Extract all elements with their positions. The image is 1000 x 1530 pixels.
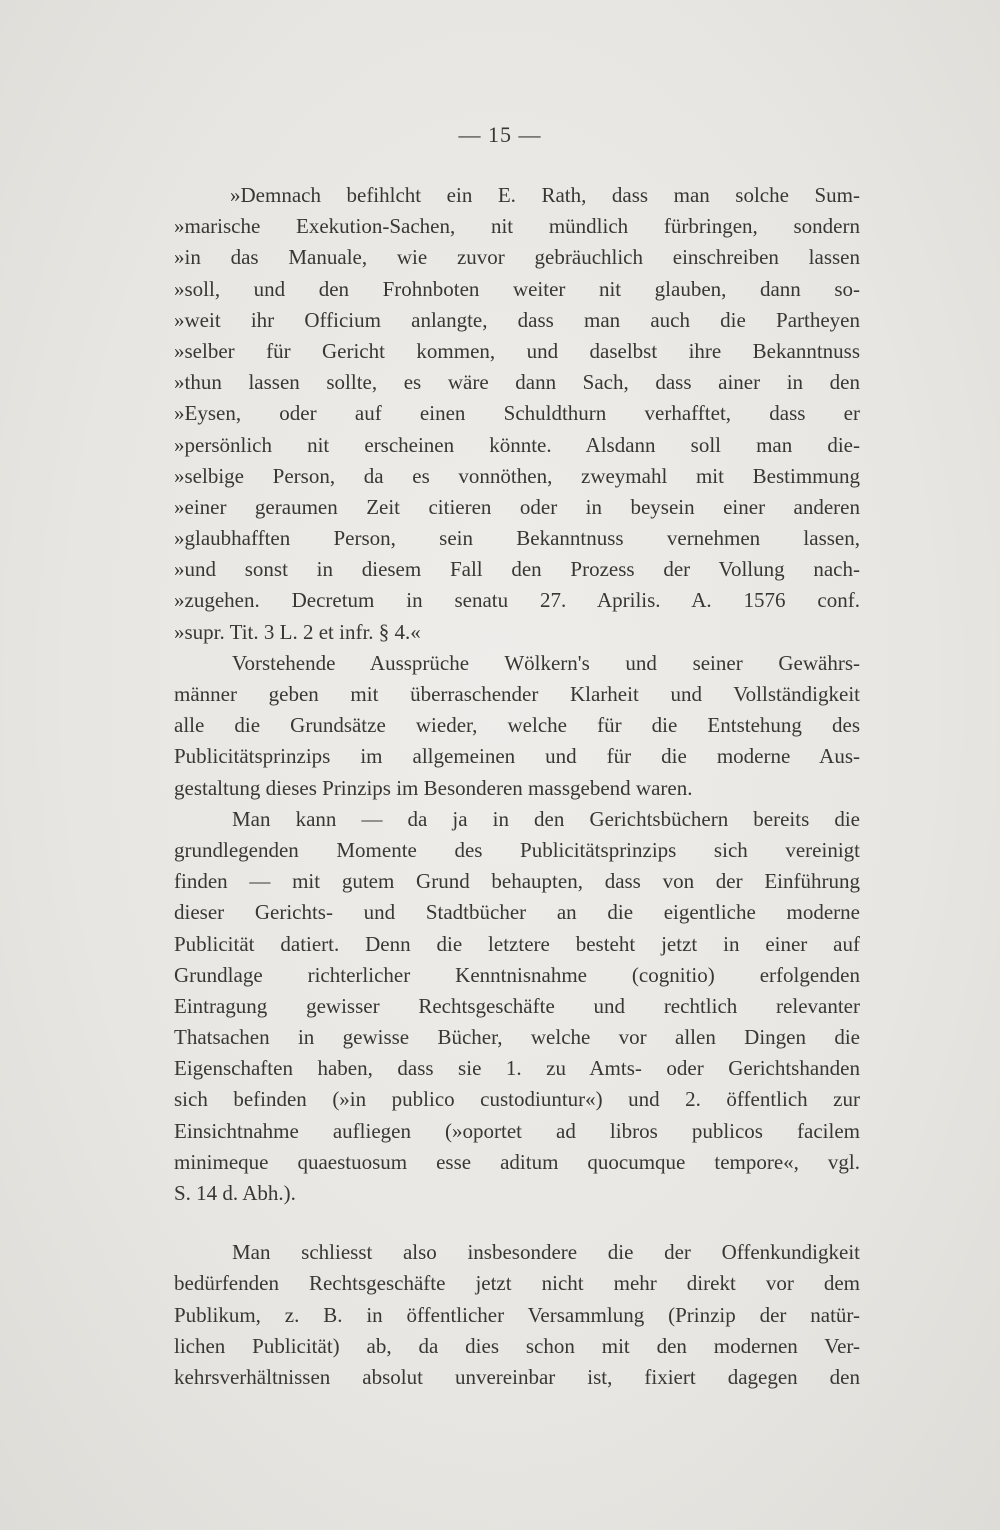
- quote-line: »persönlich nit erscheinen könnte. Alsdann soll man die-: [174, 432, 860, 457]
- quote-line: »supr. Tit. 3 L. 2 et infr. § 4.«: [174, 619, 421, 644]
- quote-line: »weit ihr Officium anlangte, dass man auch die Partheyen: [174, 307, 860, 332]
- paragraph-line: gestaltung dieses Prinzips im Besonderen massgebend waren.: [174, 775, 693, 800]
- quote-line: »thun lassen sollte, es wäre dann Sach, dass ainer in den: [174, 370, 860, 395]
- quote-line: »Demnach befihlcht ein E. Rath, dass man solche Sum-: [230, 183, 860, 207]
- quote-line: »einer geraumen Zeit citieren oder in beysein einer anderen: [174, 494, 860, 519]
- paragraph-line: Thatsachen in gewisse Bücher, welche vor allen Dingen die: [174, 1025, 860, 1050]
- paragraph-line: lichen Publicität) ab, da dies schon mit den modernen Ver-: [174, 1333, 860, 1358]
- paragraph-line: kehrsverhältnissen absolut unvereinbar ist, fixiert dagegen den: [174, 1364, 860, 1389]
- paragraph-line: Eintragung gewisser Rechtsgeschäfte und rechtlich relevanter: [174, 993, 860, 1018]
- quote-line: »selbige Person, da es vonnöthen, zweymahl mit Bestimmung: [174, 463, 860, 488]
- quote-line: »Eysen, oder auf einen Schuldthurn verhafftet, dass er: [174, 401, 860, 426]
- paragraph-line: Eigenschaften haben, dass sie 1. zu Amts- oder Gerichtshanden: [174, 1056, 860, 1081]
- quote-line: »in das Manuale, wie zuvor gebräuchlich einschreiben lassen: [174, 245, 860, 270]
- page-number: — 15 —: [458, 122, 542, 147]
- paragraph-line: grundlegenden Momente des Publicitätsprinzips sich vereinigt: [174, 837, 860, 862]
- paragraph-line: männer geben mit überraschender Klarheit und Vollständigkeit: [174, 682, 860, 706]
- quote-line: »selber für Gericht kommen, und daselbst ihre Bekanntnuss: [174, 338, 860, 363]
- paragraph-line: Einsichtnahme aufliegen (»oportet ad libros publicos facilem: [174, 1118, 860, 1143]
- paragraph-line: minimeque quaestuosum esse aditum quocumque tempore«, vgl.: [174, 1149, 860, 1174]
- paragraph-line: S. 14 d. Abh.).: [174, 1181, 296, 1205]
- paragraph-line: finden — mit gutem Grund behaupten, dass von der Einführung: [174, 869, 860, 894]
- paragraph-line: sich befinden (»in publico custodiuntur«) und 2. öffentlich zur: [174, 1087, 860, 1112]
- paragraph-line: Publicitätsprinzips im allgemeinen und für die moderne Aus-: [174, 744, 860, 769]
- paragraph-line: dieser Gerichts- und Stadtbücher an die eigentliche moderne: [174, 900, 860, 925]
- body-text: [174, 180, 860, 1393]
- paragraph-line: Publikum, z. B. in öffentlicher Versammlung (Prinzip der natür-: [174, 1302, 860, 1327]
- quote-line: »und sonst in diesem Fall den Prozess der Vollung nach-: [174, 557, 860, 582]
- quote-line: »soll, und den Frohnboten weiter nit glauben, dann so-: [174, 276, 860, 301]
- paragraph-line: Man schliesst also insbesondere die der Offenkundigkeit: [232, 1240, 860, 1265]
- paragraph-line: alle die Grundsätze wieder, welche für die Entstehung des: [174, 713, 860, 738]
- quote-line: »marische Exekution-Sachen, nit mündlich fürbringen, sondern: [174, 214, 860, 239]
- paragraph-line: Man kann — da ja in den Gerichtsbüchern bereits die: [232, 806, 860, 831]
- quote-line: »zugehen. Decretum in senatu 27. Aprilis. A. 1576 conf.: [174, 588, 860, 613]
- paragraph-line: bedürfenden Rechtsgeschäfte jetzt nicht mehr direkt vor dem: [174, 1271, 860, 1296]
- paragraph-line: Grundlage richterlicher Kenntnisnahme (cognitio) erfolgenden: [174, 962, 860, 987]
- paragraph-line: Vorstehende Aussprüche Wölkern's und seiner Gewährs-: [232, 650, 860, 675]
- paragraph-line: Publicität datiert. Denn die letztere besteht jetzt in einer auf: [174, 931, 860, 956]
- quote-line: »glaubhafften Person, sein Bekanntnuss vernehmen lassen,: [174, 526, 860, 551]
